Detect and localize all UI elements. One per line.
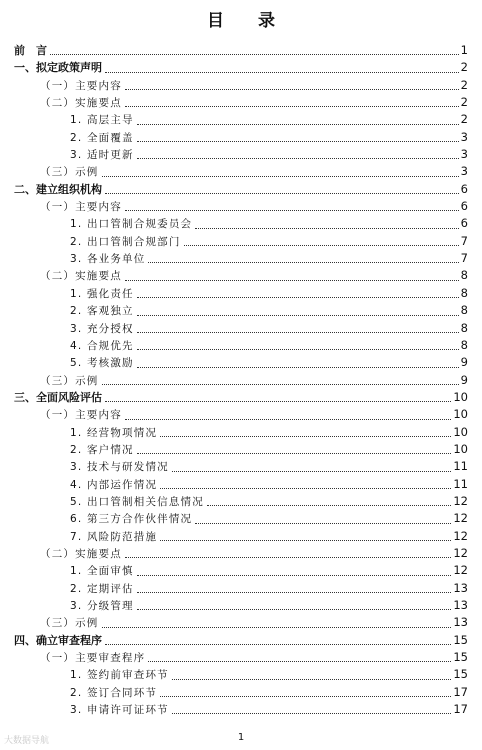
dot-leader — [160, 695, 451, 697]
toc-entry[interactable] — [0, 701, 482, 718]
dot-leader — [137, 366, 459, 368]
toc-entry-page: 2 — [460, 112, 468, 127]
toc-entry-line — [40, 94, 468, 111]
dot-leader — [137, 157, 459, 159]
toc-entry-label: 1. 经营物项情况 — [70, 426, 158, 439]
toc-entry[interactable] — [0, 476, 482, 493]
toc-entry-page: 12 — [453, 545, 468, 560]
dot-leader — [172, 678, 452, 680]
toc-entry-line — [14, 389, 468, 406]
toc-entry[interactable] — [0, 389, 482, 406]
toc-entry[interactable] — [0, 42, 482, 59]
toc-entry-label: 3. 申请许可证环节 — [70, 704, 169, 717]
dot-leader — [102, 626, 452, 628]
toc-entry-page: 6 — [460, 181, 468, 196]
toc-entry[interactable] — [0, 77, 482, 94]
toc-entry-page: 9 — [460, 355, 468, 370]
toc-entry-line — [40, 649, 468, 666]
toc-entry[interactable] — [0, 510, 482, 527]
toc-entry[interactable] — [0, 181, 482, 198]
dot-leader — [137, 591, 452, 593]
toc-entry[interactable] — [0, 302, 482, 319]
dot-leader — [137, 574, 452, 576]
toc-entry-label: 前 言 — [14, 44, 47, 57]
toc-entry-page: 13 — [453, 580, 468, 595]
toc-entry-label: （三）示例 — [40, 374, 99, 387]
toc-entry[interactable] — [0, 649, 482, 666]
toc-entry-page: 12 — [453, 511, 468, 526]
dot-leader — [125, 556, 451, 558]
toc-entry-label: 5. 考核激励 — [70, 357, 134, 370]
toc-entry-line — [70, 146, 468, 163]
toc-entry-line — [40, 77, 468, 94]
toc-entry-page: 10 — [453, 441, 468, 456]
toc-entry-line — [40, 163, 468, 180]
toc-entry-line — [70, 580, 468, 597]
toc-entry-label: （一）主要审查程序 — [40, 652, 146, 665]
toc-entry-label: 1. 出口管制合规委员会 — [70, 218, 193, 231]
dot-leader — [137, 140, 459, 142]
toc-entry[interactable] — [0, 320, 482, 337]
dot-leader — [125, 418, 451, 420]
toc-entry-label: 1. 高层主导 — [70, 114, 134, 127]
toc-entry-line — [70, 701, 468, 718]
toc-entry-page: 15 — [453, 667, 468, 682]
toc-entry-page: 12 — [453, 563, 468, 578]
toc-entry[interactable] — [0, 493, 482, 510]
toc-entry-line — [70, 458, 468, 475]
toc-entry[interactable] — [0, 285, 482, 302]
toc-entry-label: 1. 强化责任 — [70, 287, 134, 300]
toc-entry[interactable] — [0, 580, 482, 597]
toc-entry-line — [40, 372, 468, 389]
toc-entry-page: 13 — [453, 615, 468, 630]
toc-entry-line — [70, 111, 468, 128]
toc-entry-label: 4. 合规优先 — [70, 339, 134, 352]
dot-leader — [105, 400, 451, 402]
toc-entry-line — [40, 406, 468, 423]
dot-leader — [148, 261, 458, 263]
toc-entry-line — [70, 285, 468, 302]
toc-entry-page: 3 — [460, 147, 468, 162]
toc-entry-line — [70, 354, 468, 371]
toc-entry-page: 17 — [453, 684, 468, 699]
toc-entry-line — [70, 215, 468, 232]
toc-entry-page: 17 — [453, 702, 468, 717]
dot-leader — [50, 53, 459, 55]
toc-entry-label: 3. 充分授权 — [70, 322, 134, 335]
dot-leader — [160, 539, 451, 541]
toc-entry-label: 1. 全面审慎 — [70, 565, 134, 578]
toc-entry-label: 2. 签订合同环节 — [70, 686, 158, 699]
toc-entry-label: 5. 出口管制相关信息情况 — [70, 495, 204, 508]
toc-entry[interactable] — [0, 666, 482, 683]
toc-entry-page: 11 — [453, 459, 468, 474]
dot-leader — [172, 712, 452, 714]
toc-entry-line — [14, 42, 468, 59]
dot-leader — [172, 470, 452, 472]
toc-entry-page: 13 — [453, 598, 468, 612]
toc-entry[interactable] — [0, 146, 482, 163]
dot-leader — [125, 88, 459, 90]
dot-leader — [195, 522, 451, 524]
dot-leader — [137, 296, 459, 298]
toc-entry-label: （一）主要内容 — [40, 409, 122, 422]
toc-entry-page: 2 — [460, 95, 468, 110]
toc-entry-line — [70, 562, 468, 579]
toc-entry-line — [70, 476, 468, 493]
toc-entry-label: （二）实施要点 — [40, 547, 122, 560]
toc-entry-label: 4. 内部运作情况 — [70, 478, 158, 491]
dot-leader — [160, 487, 451, 489]
watermark: 大数据导航 — [4, 736, 50, 746]
dot-leader — [137, 452, 452, 454]
toc-entry-label: 2. 客户情况 — [70, 443, 134, 456]
toc-entry-page: 3 — [460, 164, 468, 179]
toc-entry-page: 2 — [460, 77, 468, 92]
toc-entry-page: 1 — [460, 43, 468, 57]
toc-entry[interactable] — [0, 250, 482, 267]
toc-entry-label: 6. 第三方合作伙伴情况 — [70, 513, 193, 526]
dot-leader — [102, 175, 459, 177]
toc-entry[interactable] — [0, 424, 482, 441]
toc-entry[interactable] — [0, 372, 482, 389]
toc-entry-page: 9 — [460, 372, 468, 387]
toc-entry[interactable] — [0, 528, 482, 545]
dot-leader — [125, 105, 459, 107]
toc-entry-line — [70, 337, 468, 354]
dot-leader — [148, 660, 451, 662]
table-of-contents — [0, 42, 482, 718]
toc-entry[interactable] — [0, 562, 482, 579]
dot-leader — [105, 643, 451, 645]
toc-entry-line — [40, 267, 468, 284]
toc-entry-line — [70, 250, 468, 267]
dot-leader — [105, 71, 459, 73]
toc-entry-label: 三、全面风险评估 — [14, 390, 102, 404]
dot-leader — [137, 608, 452, 610]
toc-entry-page: 11 — [453, 476, 468, 491]
toc-entry-page: 2 — [460, 60, 468, 75]
toc-entry-page: 12 — [453, 493, 468, 508]
toc-entry[interactable] — [0, 129, 482, 146]
dot-leader — [137, 314, 459, 316]
toc-entry[interactable] — [0, 267, 482, 284]
toc-entry-page: 8 — [460, 285, 468, 300]
toc-entry-line — [70, 493, 468, 510]
toc-entry-line — [40, 614, 468, 631]
toc-entry-line — [14, 632, 468, 649]
toc-entry-label: （三）示例 — [40, 166, 99, 179]
toc-entry-label: （一）主要内容 — [40, 79, 122, 92]
dot-leader — [105, 192, 459, 194]
toc-entry-label: （二）实施要点 — [40, 270, 122, 283]
toc-entry[interactable] — [0, 597, 482, 614]
toc-entry-page: 10 — [453, 389, 468, 404]
toc-entry[interactable] — [0, 163, 482, 180]
toc-entry-line — [70, 320, 468, 337]
toc-entry-label: 2. 定期评估 — [70, 582, 134, 595]
dot-leader — [137, 348, 459, 350]
toc-entry-line — [14, 181, 468, 198]
toc-entry[interactable] — [0, 215, 482, 232]
toc-entry-page: 15 — [453, 632, 468, 647]
toc-entry-page: 6 — [460, 216, 468, 231]
dot-leader — [125, 209, 459, 211]
toc-entry[interactable] — [0, 632, 482, 649]
toc-entry-label: （二）实施要点 — [40, 97, 122, 110]
toc-entry-line — [70, 233, 468, 250]
dot-leader — [207, 504, 451, 506]
toc-entry[interactable] — [0, 337, 482, 354]
toc-entry-label: 3. 各业务单位 — [70, 253, 146, 266]
dot-leader — [102, 383, 459, 385]
toc-entry-line — [70, 302, 468, 319]
toc-entry[interactable] — [0, 458, 482, 475]
toc-entry[interactable] — [0, 545, 482, 562]
toc-entry-line — [70, 510, 468, 527]
toc-entry-line — [70, 424, 468, 441]
toc-entry[interactable] — [0, 406, 482, 423]
toc-entry-line — [70, 528, 468, 545]
toc-entry-label: 一、拟定政策声明 — [14, 61, 102, 75]
toc-entry-page: 10 — [453, 407, 468, 422]
toc-entry-line — [40, 198, 468, 215]
toc-entry-label: 四、确立审查程序 — [14, 633, 102, 647]
toc-entry[interactable] — [0, 233, 482, 250]
toc-entry-label: 二、建立组织机构 — [14, 182, 102, 196]
toc-entry-label: 1. 签约前审查环节 — [70, 669, 169, 682]
toc-entry-label: （一）主要内容 — [40, 201, 122, 214]
toc-entry-page: 8 — [460, 337, 468, 352]
toc-title: 目 录 — [207, 11, 289, 31]
toc-entry-page: 3 — [460, 129, 468, 144]
page-number: 1 — [237, 732, 245, 743]
toc-entry[interactable] — [0, 59, 482, 76]
toc-entry[interactable] — [0, 111, 482, 128]
toc-entry-page: 8 — [460, 320, 468, 335]
toc-entry-page: 8 — [460, 303, 468, 318]
toc-entry-label: 3. 适时更新 — [70, 149, 134, 162]
toc-entry[interactable] — [0, 354, 482, 371]
toc-entry[interactable] — [0, 198, 482, 215]
toc-entry-label: 2. 出口管制合规部门 — [70, 235, 181, 248]
dot-leader — [125, 279, 459, 281]
toc-entry[interactable] — [0, 684, 482, 701]
toc-entry-label: 3. 技术与研发情况 — [70, 461, 169, 474]
toc-entry-label: 7. 风险防范措施 — [70, 530, 158, 543]
dot-leader — [137, 331, 459, 333]
toc-entry-label: 3. 分级管理 — [70, 600, 134, 612]
dot-leader — [160, 435, 451, 437]
toc-entry[interactable] — [0, 94, 482, 111]
dot-leader — [184, 244, 459, 246]
toc-entry-label: （三）示例 — [40, 617, 99, 630]
toc-entry-label: 2. 全面覆盖 — [70, 131, 134, 144]
toc-entry-line — [70, 666, 468, 683]
toc-entry-line — [14, 59, 468, 76]
toc-entry-page: 7 — [460, 233, 468, 248]
toc-entry-page: 10 — [453, 424, 468, 439]
dot-leader — [195, 227, 458, 229]
toc-entry-line — [70, 684, 468, 701]
toc-entry-label: 2. 客观独立 — [70, 305, 134, 318]
toc-entry-page: 7 — [460, 251, 468, 266]
toc-entry-line — [40, 545, 468, 562]
toc-entry-page: 15 — [453, 650, 468, 665]
toc-entry-line — [70, 441, 468, 458]
toc-entry[interactable] — [0, 441, 482, 458]
toc-entry[interactable] — [0, 614, 482, 631]
toc-entry-page: 8 — [460, 268, 468, 283]
dot-leader — [137, 123, 459, 125]
toc-entry-page: 12 — [453, 528, 468, 543]
toc-entry-page: 6 — [460, 199, 468, 214]
toc-entry-line — [70, 129, 468, 146]
toc-entry-line — [70, 597, 468, 614]
